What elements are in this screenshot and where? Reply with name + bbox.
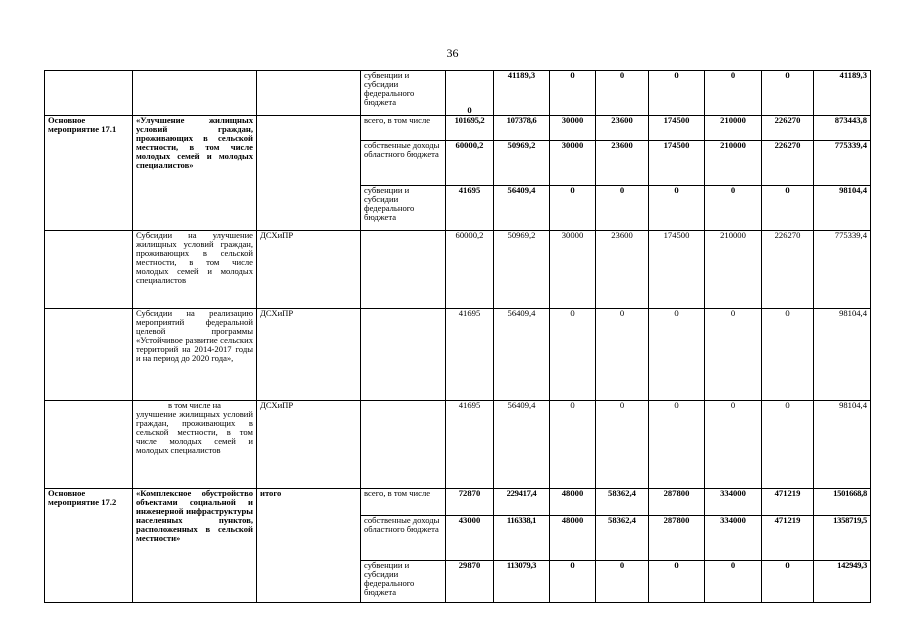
value-cell: 0 <box>446 71 494 116</box>
value-cell: 142949,3 <box>814 561 871 603</box>
value-cell: 226270 <box>762 116 814 141</box>
value-cell: 229417,4 <box>494 489 550 516</box>
value-cell: 41695 <box>446 186 494 231</box>
value-cell: 0 <box>705 186 762 231</box>
value-cell: 471219 <box>762 489 814 516</box>
value-cell: 0 <box>705 561 762 603</box>
value-cell: 48000 <box>550 516 596 561</box>
table-row <box>45 401 871 489</box>
value-cell: 113079,3 <box>494 561 550 603</box>
value-cell: 0 <box>550 71 596 116</box>
funding-source-cell: собственные доходы областного бюджета <box>361 141 446 186</box>
table-cell <box>45 401 133 489</box>
table-row <box>45 231 871 309</box>
value-cell: 23600 <box>596 141 649 186</box>
page-number: 36 <box>446 46 459 60</box>
value-cell: 30000 <box>550 231 596 309</box>
value-cell: 0 <box>762 71 814 116</box>
value-cell: 0 <box>550 309 596 401</box>
value-cell: 60000,2 <box>446 141 494 186</box>
value-cell: 30000 <box>550 141 596 186</box>
value-cell: 0 <box>649 309 705 401</box>
activity-name: «Улучшение жилищных условий граждан, проживающих в сельской местности, в том числе молодых семей и молодых специалистов» <box>133 116 257 231</box>
value-cell: 334000 <box>705 489 762 516</box>
value-cell: 334000 <box>705 516 762 561</box>
value-cell: 287800 <box>649 489 705 516</box>
activity-name: «Комплексное обустройство объектами социальной и инженерной инфраструктуры населенных пунктов, расположенных в сельской местности» <box>133 489 257 603</box>
value-cell: 0 <box>649 401 705 489</box>
value-cell: 23600 <box>596 231 649 309</box>
activity-label: Основное мероприятие 17.2 <box>45 489 133 603</box>
value-cell: 101695,2 <box>446 116 494 141</box>
value-cell: 0 <box>550 401 596 489</box>
subsidy-name-intro: в том числе на <box>168 400 221 410</box>
value-cell: 41695 <box>446 309 494 401</box>
value-cell: 174500 <box>649 231 705 309</box>
table-row <box>45 71 871 116</box>
value-cell: 107378,6 <box>494 116 550 141</box>
funding-source-cell <box>361 309 446 401</box>
value-cell: 226270 <box>762 231 814 309</box>
value-cell: 210000 <box>705 231 762 309</box>
funding-source-cell: всего, в том числе <box>361 489 446 516</box>
value-cell: 0 <box>649 561 705 603</box>
value-cell: 72870 <box>446 489 494 516</box>
value-cell: 41189,3 <box>494 71 550 116</box>
value-cell: 50969,2 <box>494 231 550 309</box>
value-cell: 210000 <box>705 116 762 141</box>
value-cell: 56409,4 <box>494 309 550 401</box>
value-cell: 0 <box>596 186 649 231</box>
value-cell: 0 <box>649 71 705 116</box>
value-cell: 0 <box>762 401 814 489</box>
value-cell: 29870 <box>446 561 494 603</box>
table-row <box>45 489 871 516</box>
table-cell <box>133 71 257 116</box>
table-row <box>45 309 871 401</box>
activity-label: Основное мероприятие 17.1 <box>45 116 133 231</box>
value-cell: 56409,4 <box>494 401 550 489</box>
value-cell: 0 <box>649 186 705 231</box>
value-cell: 1358719,5 <box>814 516 871 561</box>
value-cell: 98104,4 <box>814 309 871 401</box>
value-cell: 58362,4 <box>596 489 649 516</box>
table-cell <box>45 309 133 401</box>
responsible-cell: ДСХиПР <box>257 309 361 401</box>
funding-source-cell: субвенции и субсидии федерального бюджета <box>361 186 446 231</box>
table-row <box>45 116 871 141</box>
responsible-cell: ДСХиПР <box>257 401 361 489</box>
value-cell: 60000,2 <box>446 231 494 309</box>
table-cell <box>45 71 133 116</box>
subsidy-name-text: улучшение жилищных условий граждан, проживающих в сельской местности, в том числе молодых семей и молодых специалистов <box>136 409 253 455</box>
value-cell: 471219 <box>762 516 814 561</box>
value-cell: 0 <box>596 71 649 116</box>
funding-source-cell: всего, в том числе <box>361 116 446 141</box>
value-cell: 174500 <box>649 141 705 186</box>
value-cell: 287800 <box>649 516 705 561</box>
value-cell: 50969,2 <box>494 141 550 186</box>
value-cell: 0 <box>762 309 814 401</box>
value-cell: 0 <box>550 561 596 603</box>
value-cell: 775339,4 <box>814 141 871 186</box>
value-cell: 210000 <box>705 141 762 186</box>
value-cell: 23600 <box>596 116 649 141</box>
value-cell: 0 <box>705 71 762 116</box>
value-cell: 48000 <box>550 489 596 516</box>
value-cell: 116338,1 <box>494 516 550 561</box>
subsidy-name <box>133 401 257 489</box>
value-cell: 98104,4 <box>814 401 871 489</box>
responsible-cell: итого <box>257 489 361 603</box>
value-cell: 0 <box>596 561 649 603</box>
value-cell: 1501668,8 <box>814 489 871 516</box>
value-cell: 98104,4 <box>814 186 871 231</box>
value-cell: 0 <box>550 186 596 231</box>
responsible-cell: ДСХиПР <box>257 231 361 309</box>
value-cell: 41695 <box>446 401 494 489</box>
table-cell <box>257 71 361 116</box>
responsible-cell <box>257 116 361 231</box>
value-cell: 873443,8 <box>814 116 871 141</box>
budget-table <box>44 70 871 603</box>
value-cell: 226270 <box>762 141 814 186</box>
value-cell: 0 <box>596 309 649 401</box>
value-cell: 43000 <box>446 516 494 561</box>
subsidy-name: Субсидии на улучшение жилищных условий граждан, проживающих в сельской местности, в том числе молодых семей и молодых специалистов <box>133 231 257 309</box>
table-cell <box>45 231 133 309</box>
value-cell: 0 <box>762 561 814 603</box>
funding-source-cell <box>361 401 446 489</box>
subsidy-name: Субсидии на реализацию мероприятий федеральной целевой программы «Устойчивое развитие сельских территорий на 2014-2017 годы и на период до 2020 года», <box>133 309 257 401</box>
value-cell: 30000 <box>550 116 596 141</box>
value-cell: 775339,4 <box>814 231 871 309</box>
funding-source-cell: субвенции и субсидии федерального бюджета <box>361 561 446 603</box>
funding-source-cell: собственные доходы областного бюджета <box>361 516 446 561</box>
value-cell: 0 <box>762 186 814 231</box>
value-cell: 41189,3 <box>814 71 871 116</box>
value-cell: 56409,4 <box>494 186 550 231</box>
value-cell: 0 <box>705 309 762 401</box>
value-cell: 58362,4 <box>596 516 649 561</box>
value-cell: 174500 <box>649 116 705 141</box>
value-cell: 0 <box>596 401 649 489</box>
funding-source-cell <box>361 231 446 309</box>
value-cell: 0 <box>705 401 762 489</box>
funding-source-cell: субвенции и субсидии федерального бюджета <box>361 71 446 116</box>
